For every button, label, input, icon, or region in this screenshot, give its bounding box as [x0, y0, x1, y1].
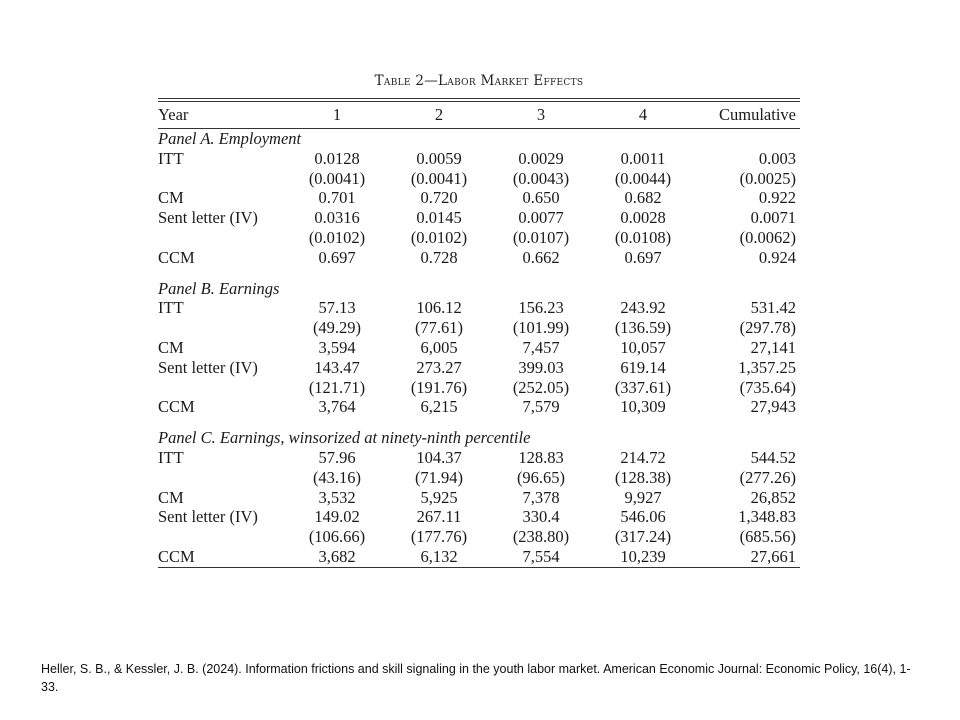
- cell-cumulative: (735.64): [739, 377, 796, 397]
- cell-cumulative: (277.26): [739, 467, 796, 487]
- cell-year-3: 0.0029: [518, 148, 564, 168]
- row-label: [158, 318, 286, 338]
- header-year: Year: [158, 102, 286, 129]
- cell-year-2: 5,925: [420, 487, 458, 507]
- cell-year-1: 3,682: [318, 546, 356, 566]
- cell-year-4: 243.92: [620, 298, 666, 318]
- row-label: [158, 527, 286, 547]
- cell-year-2: 0.728: [420, 247, 458, 267]
- cell-year-4: (317.24): [614, 527, 672, 547]
- cell-cumulative: 26,852: [750, 487, 796, 507]
- panel-heading: Panel A. Employment: [158, 129, 302, 148]
- cell-year-1: (0.0102): [308, 227, 366, 247]
- cell-cumulative: 27,943: [750, 397, 796, 417]
- cell-year-4: 0.697: [624, 247, 662, 267]
- cell-year-4: 619.14: [620, 357, 666, 377]
- cell-year-2: 6,215: [420, 397, 458, 417]
- cell-year-4: (0.0044): [614, 168, 672, 188]
- cell-year-3: (96.65): [516, 467, 566, 487]
- cell-year-4: (337.61): [614, 377, 672, 397]
- cell-year-1: (43.16): [312, 467, 362, 487]
- table-title: Table 2—Labor Market Effects: [374, 73, 584, 89]
- cell-year-3: 0.0077: [518, 208, 564, 228]
- cell-cumulative: 0.003: [758, 148, 796, 168]
- row-label: CCM: [158, 247, 195, 267]
- bottom-rule-row: [158, 567, 800, 576]
- header-cumulative: Cumulative: [694, 102, 800, 129]
- table-row: [158, 507, 800, 527]
- cell-year-3: (0.0043): [512, 168, 570, 188]
- row-label: CM: [158, 487, 184, 507]
- panel-heading-row: [158, 428, 800, 448]
- cell-year-1: 0.0128: [314, 148, 360, 168]
- row-label: ITT: [158, 298, 184, 318]
- cell-cumulative: (297.78): [739, 318, 796, 338]
- table-body: [158, 129, 800, 576]
- cell-year-4: 0.0028: [620, 208, 666, 228]
- cell-year-2: 273.27: [416, 357, 462, 377]
- cell-year-2: 6,132: [420, 546, 458, 566]
- row-label: ITT: [158, 447, 184, 467]
- header-year-1: 1: [286, 102, 388, 129]
- header-year-4: 4: [592, 102, 694, 129]
- cell-year-3: (0.0107): [512, 227, 570, 247]
- table-row: [158, 358, 800, 378]
- cell-year-4: 546.06: [620, 507, 666, 527]
- panel-heading: Panel B. Earnings: [158, 278, 280, 298]
- row-label: [158, 169, 286, 189]
- table-row: [158, 169, 800, 189]
- table-row: [158, 378, 800, 398]
- row-label: [158, 228, 286, 248]
- table-row: [158, 468, 800, 488]
- cell-year-3: 399.03: [518, 357, 564, 377]
- cell-cumulative: 544.52: [750, 447, 796, 467]
- cell-year-3: 7,579: [522, 397, 560, 417]
- cell-year-4: 10,239: [620, 546, 666, 566]
- cell-year-2: 0.0059: [416, 148, 462, 168]
- cell-year-2: 106.12: [416, 298, 462, 318]
- bottom-rule: [158, 567, 800, 576]
- cell-year-1: 143.47: [314, 357, 360, 377]
- cell-year-1: 149.02: [314, 507, 360, 527]
- cell-year-3: (252.05): [512, 377, 570, 397]
- cell-year-3: 0.650: [522, 188, 560, 208]
- cell-year-3: 7,554: [522, 546, 560, 566]
- cell-year-3: 7,378: [522, 487, 560, 507]
- row-label: CM: [158, 337, 184, 357]
- table-row: [158, 188, 800, 208]
- table-row: [158, 527, 800, 547]
- table-row: [158, 547, 800, 567]
- cell-cumulative: 1,357.25: [738, 357, 796, 377]
- cell-year-2: 267.11: [416, 507, 462, 527]
- row-label: Sent letter (IV): [158, 208, 258, 228]
- cell-cumulative: (0.0025): [739, 168, 796, 188]
- cell-year-1: 3,594: [318, 337, 356, 357]
- header-year-2: 2: [388, 102, 490, 129]
- cell-year-1: 57.96: [318, 447, 356, 467]
- cell-year-1: (106.66): [308, 527, 366, 547]
- cell-year-4: (128.38): [614, 467, 672, 487]
- cell-year-3: 7,457: [522, 337, 560, 357]
- table-row: [158, 397, 800, 417]
- table-row: [158, 228, 800, 248]
- cell-year-4: (0.0108): [614, 227, 672, 247]
- cell-year-4: (136.59): [614, 318, 672, 338]
- cell-year-2: (77.61): [414, 318, 464, 338]
- cell-year-4: 10,309: [620, 397, 666, 417]
- cell-year-2: (71.94): [414, 467, 464, 487]
- cell-cumulative: 0.0071: [750, 208, 796, 228]
- row-label: [158, 378, 286, 398]
- row-label: ITT: [158, 148, 184, 168]
- cell-cumulative: (685.56): [739, 527, 796, 547]
- cell-year-3: (238.80): [512, 527, 570, 547]
- cell-year-2: 104.37: [416, 447, 462, 467]
- table-row: [158, 149, 800, 169]
- cell-year-1: (121.71): [308, 377, 366, 397]
- cell-year-2: (177.76): [410, 527, 468, 547]
- cell-year-3: (101.99): [512, 318, 570, 338]
- cell-year-4: 9,927: [624, 487, 662, 507]
- table-row: [158, 248, 800, 268]
- cell-cumulative: 0.922: [758, 188, 796, 208]
- cell-cumulative: 27,141: [750, 337, 796, 357]
- table-row: [158, 338, 800, 358]
- table-row: [158, 298, 800, 318]
- panel-spacer: [158, 268, 800, 279]
- cell-year-2: (0.0041): [410, 168, 468, 188]
- cell-year-1: (49.29): [312, 318, 362, 338]
- header-year-3: 3: [490, 102, 592, 129]
- row-label: CM: [158, 188, 184, 208]
- cell-year-2: (191.76): [410, 377, 468, 397]
- cell-year-1: 0.701: [318, 188, 356, 208]
- cell-year-1: 0.697: [318, 247, 356, 267]
- panel-heading-row: [158, 279, 800, 299]
- panel-heading: Panel C. Earnings, winsorized at ninety-ninth percentile: [158, 428, 531, 448]
- table-row: [158, 448, 800, 468]
- cell-year-1: 57.13: [318, 298, 356, 318]
- cell-year-3: 156.23: [518, 298, 564, 318]
- citation: Heller, S. B., & Kessler, J. B. (2024). Information frictions and skill signaling in the youth labor market. American Economic Journal: Economic Policy, 16(4), 1-33.: [41, 662, 911, 694]
- cell-year-3: 330.4: [522, 507, 560, 527]
- cell-cumulative: 1,348.83: [738, 507, 796, 527]
- row-label: CCM: [158, 546, 195, 566]
- cell-year-2: 0.0145: [416, 208, 462, 228]
- cell-cumulative: 531.42: [750, 298, 796, 318]
- table-row: [158, 318, 800, 338]
- cell-year-4: 0.0011: [620, 148, 666, 168]
- cell-year-4: 0.682: [624, 188, 662, 208]
- panel-spacer: [158, 417, 800, 428]
- results-table-container: [158, 70, 800, 576]
- panel-heading-row: [158, 129, 800, 149]
- cell-year-2: (0.0102): [410, 227, 468, 247]
- cell-year-2: 6,005: [420, 337, 458, 357]
- cell-cumulative: 0.924: [758, 247, 796, 267]
- labor-market-effects-table: [158, 102, 800, 576]
- table-row: [158, 488, 800, 508]
- header-row: [158, 102, 800, 129]
- cell-year-1: 3,532: [318, 487, 356, 507]
- cell-year-3: 128.83: [518, 447, 564, 467]
- cell-year-2: 0.720: [420, 188, 458, 208]
- cell-year-4: 10,057: [620, 337, 666, 357]
- row-label: Sent letter (IV): [158, 357, 258, 377]
- cell-year-1: (0.0041): [308, 168, 366, 188]
- cell-cumulative: (0.0062): [739, 227, 796, 247]
- cell-year-4: 214.72: [620, 447, 666, 467]
- row-label: [158, 468, 286, 488]
- cell-year-1: 3,764: [318, 397, 356, 417]
- row-label: CCM: [158, 397, 195, 417]
- cell-year-3: 0.662: [522, 247, 560, 267]
- table-row: [158, 208, 800, 228]
- cell-year-1: 0.0316: [314, 208, 360, 228]
- cell-cumulative: 27,661: [750, 546, 796, 566]
- row-label: Sent letter (IV): [158, 507, 258, 527]
